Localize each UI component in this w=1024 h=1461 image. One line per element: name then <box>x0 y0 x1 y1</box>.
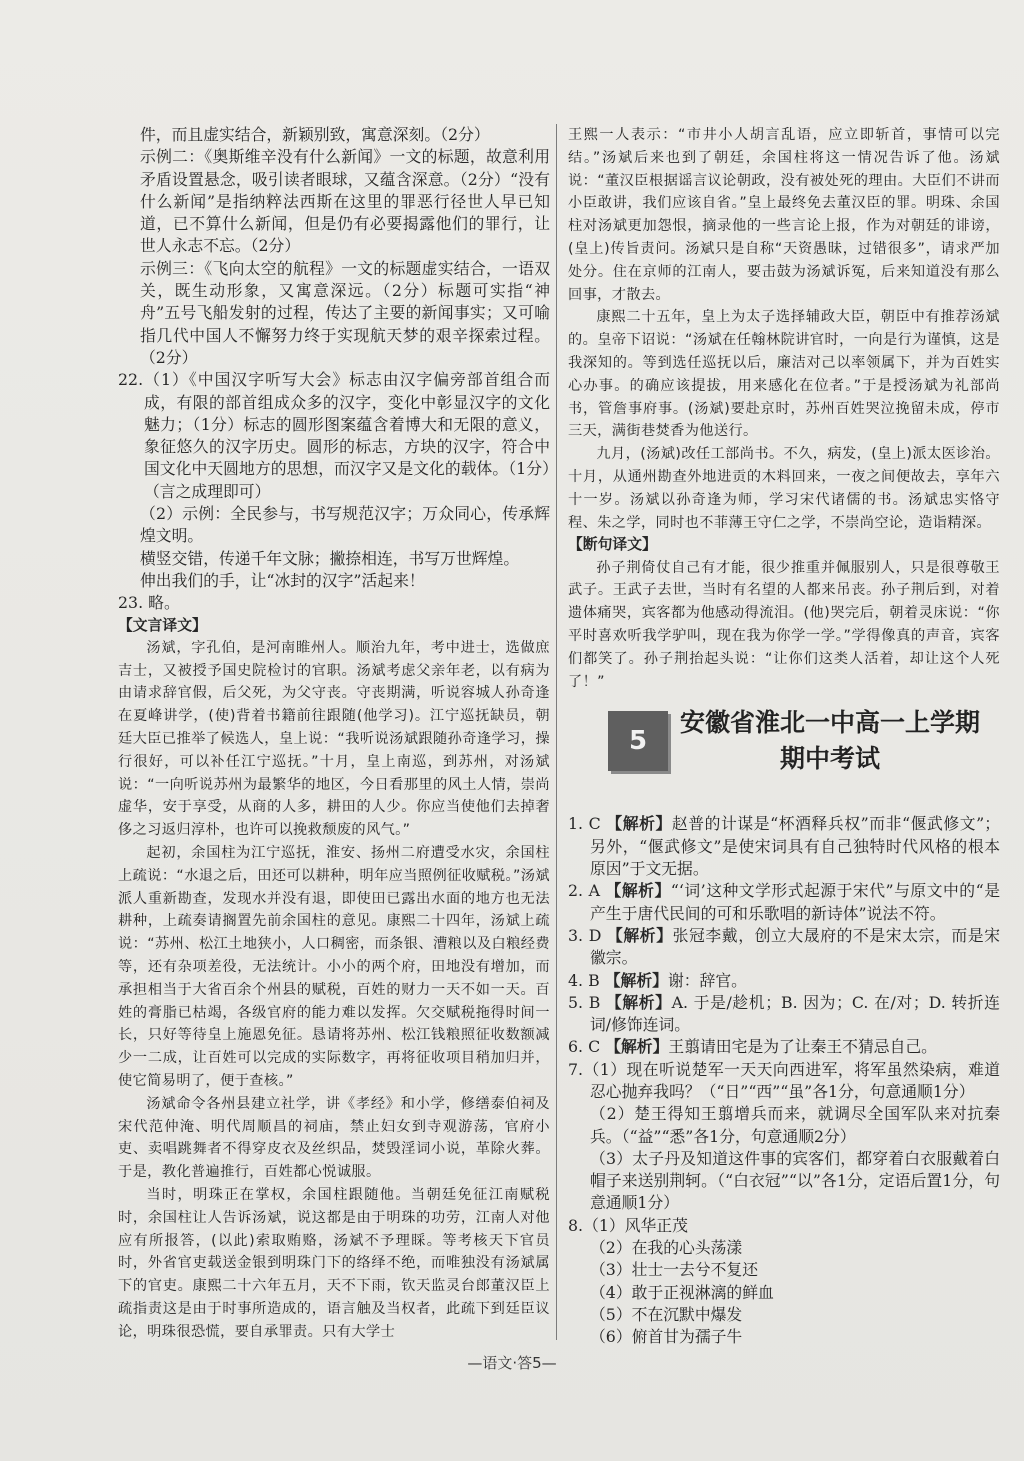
translation-paragraph: 九月，(汤斌)改任工部尚书。不久，病发，(皇上)派太医诊治。十月，从通州勘查外地进贡的木料回来，一夜之间便故去，享年六十一岁。汤斌以孙奇逢为师，学习宋代诸儒的书。汤斌忠实恪守程、朱之学，同时也不菲薄王守仁之学，不崇尚空论，造诣精深。 <box>568 446 1000 531</box>
page-footer: —语文·答5— <box>467 1354 557 1372</box>
answer-choice: 1. C <box>568 814 607 834</box>
exam-title-line1: 安徽省淮北一中高一上学期 <box>680 708 981 738</box>
answer-item <box>568 813 1000 880</box>
answer-8-item: （6）俯首甘为孺子牛 <box>590 1327 743 1347</box>
example-three: 示例三：《飞向太空的航程》一文的标题虚实结合，一语双关，既生动形象，又寓意深远。（2分）标题可实指“神舟”五号飞船发射的过程，传达了主要的新闻事实；又可喻指几代中国人不懈努力终于实现航天梦的艰辛探索过程。（2分） <box>140 258 550 367</box>
translation-paragraph: 康熙二十五年，皇上为太子选择辅政大臣，朝臣中有推荐汤斌的。皇帝下诏说：“汤斌在任翰林院讲官时，一向是行为谨慎，这是我深知的。等到选任巡抚以后，廉洁对己以率领属下，并为百姓实心办事。的确应该提拔，用来感化在位者。”于是授汤斌为礼部尚书，管詹事府事。(汤斌)要赴京时，苏州百姓哭泣挽留未成，停市三天，满街巷焚香为他送行。 <box>568 309 1000 440</box>
answer-choice: 6. C <box>568 1037 606 1057</box>
analysis-tag: 【解析】 <box>604 970 668 990</box>
answer-7-part3: （3）太子丹及知道这件事的宾客们，都穿着白衣服戴着白帽子来送别荆轲。（“白衣冠”“以”各1分，定语后置1分，句意通顺1分） <box>590 1148 1000 1213</box>
analysis-tag: 【解析】 <box>606 814 672 834</box>
answer-22-part1: 22.（1）《中国汉字听写大会》标志由汉字偏旁部首组合而成，有限的部首组成众多的汉字，变化中彰显汉字的文化魅力；（1分）标志的圆形图案蕴含着博大和无限的意义，象征悠久的汉字历史。圆形的标志，方块的汉字，符合中国文化中天圆地方的思想，而汉字又是文化的载体。（1分）（言之成理即可） <box>118 370 550 501</box>
answer-8-items <box>568 1237 1000 1348</box>
text-line: 件，而且虚实结合，新颖别致，寓意深刻。（2分） <box>140 125 490 144</box>
exam-header <box>568 703 1000 807</box>
answer-22-line4: 伸出我们的手，让“冰封的汉字”活起来！ <box>140 570 425 590</box>
translation-paragraph: 王熙一人表示：“市井小人胡言乱语，应立即斩首，事情可以完结。”汤斌后来也到了朝廷，余国柱将这一情况告诉了他。汤斌说：“董汉臣根据谣言议论朝政，没有被处死的理由。大臣们不讲而小臣敢讲，我们应该自省。”皇上最终免去董汉臣的罪。明珠、余国柱对汤斌更加怨恨，摘录他的一些言论上报，作为对朝廷的诽谤，(皇上)传旨责问。汤斌只是自称“天资愚昧，过错很多”，请求严加处分。住在京师的江南人，要击鼓为汤斌诉冤，后来知道没有那么回事，才散去。 <box>568 127 1000 303</box>
answer-choice: 2. A <box>568 881 606 901</box>
exam-title <box>680 705 980 777</box>
analysis-text: “‘词’这种文学形式起源于宋代”与原文中的“是产生于唐代民间的可和乐歌唱的新诗体”说法不符。 <box>590 881 1000 923</box>
answer-list <box>568 813 1000 1058</box>
answer-22-line3: 横竖交错，传递千年文脉；撇捺相连，书写万世辉煌。 <box>140 548 520 568</box>
translation-paragraph: 汤斌命令各州县建立社学，讲《孝经》和小学，修缮泰伯祠及宋代范仲淹、明代周顺昌的祠庙，禁止妇女到寺观游荡，官府小吏、卖唱跳舞者不得穿皮衣及丝织品，焚毁淫词小说，革除火葬。于是，教化普遍推行，百姓都心悦诚服。 <box>118 1095 550 1181</box>
answer-8-item: （5）不在沉默中爆发 <box>590 1304 743 1324</box>
right-column <box>568 124 1000 1349</box>
column-divider <box>556 124 557 1340</box>
analysis-tag: 【解析】 <box>607 925 673 945</box>
answer-item <box>568 925 1000 970</box>
answer-23: 23. 略。 <box>118 593 180 613</box>
answer-item <box>568 992 1000 1037</box>
analysis-tag: 【解析】 <box>605 881 671 901</box>
translation-paragraph: 孙子荆倚仗自己有才能，很少推重并佩服别人，只是很尊敬王武子。王武子去世，当时有名望的人都来吊丧。孙子荆后到，对着遗体痛哭，宾客都为他感动得流泪。(他)哭完后，朝着灵床说：“你平时喜欢听我学驴叫，现在我为你学一学。”学得像真的声音，宾客们都笑了。孙子荆抬起头说：“让你们这类人活着，却让这个人死了！” <box>568 559 1000 690</box>
answer-choice: 3. D <box>568 925 607 945</box>
answer-8-item: （3）壮士一去兮不复还 <box>590 1260 759 1280</box>
answer-8-item: （2）在我的心头荡漾 <box>590 1238 743 1258</box>
analysis-tag: 【解析】 <box>605 992 672 1012</box>
translation-paragraph: 起初，余国柱为江宁巡抚，淮安、扬州二府遭受水灾，余国柱上疏说：“水退之后，田还可以耕种，明年应当照例征收赋税。”汤斌派人重新勘查，发现水并没有退，即使田已露出水面的地方也无法耕种，上疏奏请搁置先前余国柱的意见。康熙二十四年，汤斌上疏说：“苏州、松江土地狭小，人口稠密，而条银、漕粮以及白粮经费等，还有杂项差役，无法统计。小小的两个府，田地没有增加，而承担相当于大省百余个州县的赋税，百姓的财力一天不如一天。百姓的膏脂已枯竭，各级官府的能力难以发挥。欠交赋税拖得时间一长，只好等待皇上施恩免征。恳请将苏州、松江钱粮照征收数额减少一二成，让百姓可以完成的实际数字，再将征收项目稍加归并，使它简易明了，便于查核。” <box>118 845 550 1089</box>
answer-7-part2: （2）楚王得知王翦增兵而来，就调尽全国军队来对抗秦兵。（“益”“悉”各1分，句意通顺2分） <box>590 1104 1000 1146</box>
answer-8-item: （4）敢于正视淋漓的鲜血 <box>590 1282 774 1302</box>
analysis-text: 赵普的计谋是“杯酒释兵权”而非“偃武修文”；另外，“偃武修文”是使宋词具有自己独特时代风格的根本原因”于文无据。 <box>590 814 1000 879</box>
example-two: 示例二：《奥斯维辛没有什么新闻》一文的标题，故意利用矛盾设置悬念，吸引读者眼球，又蕴含深意。（2分）“没有什么新闻”是指纳粹法西斯在这里的罪恶行径世人早已知道，已不算什么新闻，但是仍有必要揭露他们的罪行，让世人永志不忘。（2分） <box>140 147 550 256</box>
answer-item <box>568 970 1000 992</box>
answer-7-part1: 7.（1）现在听说楚军一天天向西进军，将军虽然染病，难道忍心抛弃我吗？（“日”“西”“虽”各1分，句意通顺1分） <box>568 1059 1000 1101</box>
analysis-tag: 【解析】 <box>605 1037 669 1057</box>
section-heading-punctuation-translation: 【断句译文】 <box>568 536 657 554</box>
translation-paragraph: 汤斌，字孔伯，是河南睢州人。顺治九年，考中进士，选做庶吉士，又被授予国史院检讨的官职。汤斌考虑父亲年老，以有病为由请求辞官假，后父死，为父守丧。守丧期满，听说容城人孙奇逢在夏峰讲学，(使)背着书籍前往跟随(他学习)。江宁巡抚缺员，朝廷大臣已推举了候选人，皇上说：“我听说汤斌跟随孙奇逢学习，操行很好，可以补任江宁巡抚。”十月，皇上南巡，到苏州，对汤斌说：“一向听说苏州为最繁华的地区，今日看那里的风土人情，崇尚虚华，安于享受，从商的人多，耕田的人少。你应当使他们去掉奢侈之习返归淳朴，也许可以挽救颓废的风气。” <box>118 639 550 839</box>
analysis-text: A. 于是/趁机；B. 因为；C. 在/对；D. 转折连词/修饰连词。 <box>590 992 1000 1035</box>
section-heading-classical-translation: 【文言译文】 <box>118 616 207 634</box>
analysis-text: 谢：辞官。 <box>667 970 747 990</box>
translation-paragraph: 当时，明珠正在掌权，余国柱跟随他。当朝廷免征江南赋税时，余国柱让人告诉汤斌，说这都是由于明珠的功劳，江南人对他应有所报答，(以此)索取贿赂，汤斌不予理睬。等考核天下官员时，外省官吏载送金银到明珠门下的络绎不绝，而唯独没有汤斌属下的官吏。康熙二十六年五月，天不下雨，钦天监灵台郎董汉臣上疏指责这是由于时事所造成的，语言触及当权者，此疏下到廷臣议论，明珠很恐慌，要自承罪责。只有大学士 <box>118 1186 550 1340</box>
answer-choice: 4. B <box>568 970 605 990</box>
left-column <box>118 124 550 1344</box>
exam-title-line2: 期中考试 <box>779 744 880 774</box>
analysis-text: 张冠李戴，创立大晟府的不是宋太宗，而是宋徽宗。 <box>590 925 1000 968</box>
answer-8: 8.（1）风华正茂 <box>568 1215 688 1235</box>
answer-choice: 5. B <box>568 992 606 1012</box>
answer-22-part2: （2）示例：全民参与，书写规范汉字；万众同心，传承辉煌文明。 <box>140 504 550 546</box>
answer-item <box>568 1036 1000 1058</box>
analysis-text: 王翦请田宅是为了让秦王不猜忌自己。 <box>668 1037 937 1057</box>
answer-item <box>568 880 1000 925</box>
exam-number-badge: 5 <box>608 711 668 771</box>
